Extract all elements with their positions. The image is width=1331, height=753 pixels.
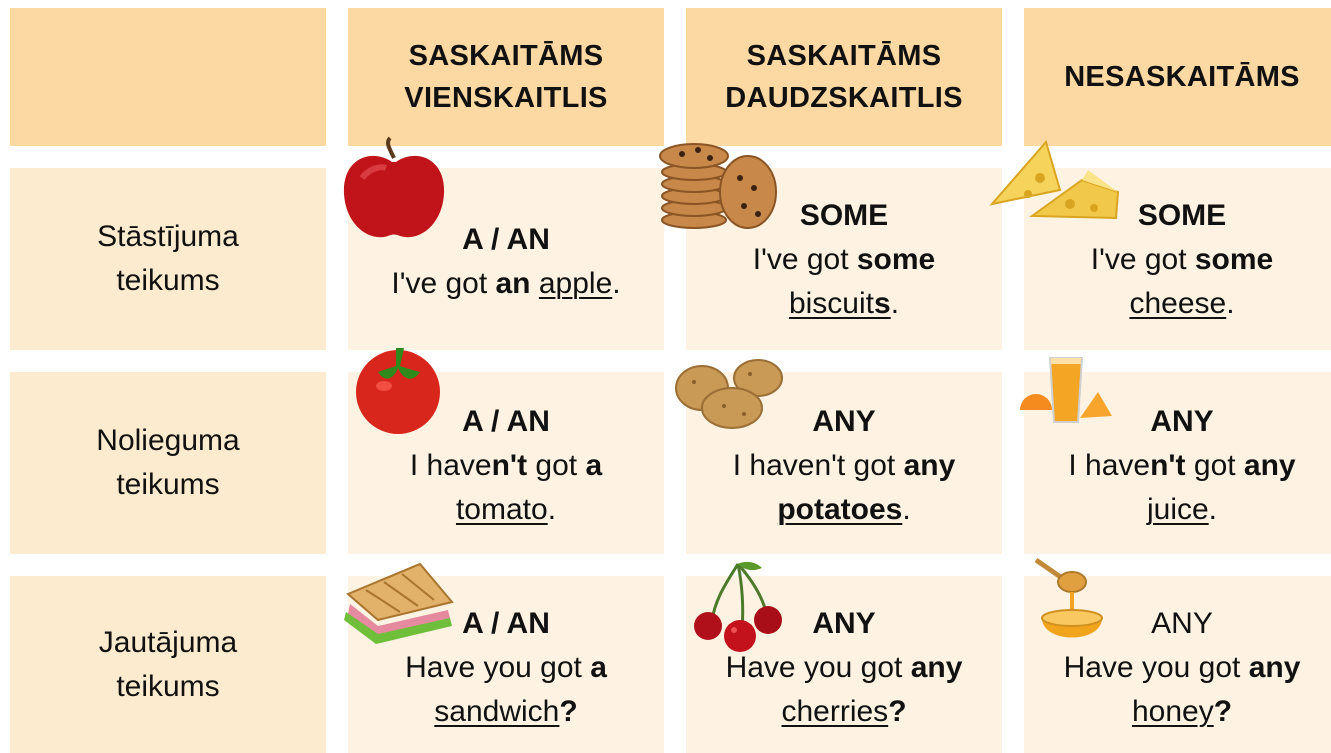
cell-affirmative-singular — [348, 168, 664, 350]
sentence-part: I've got — [391, 267, 496, 300]
sentence-noun: potatoes — [777, 493, 903, 526]
example-sentence-line — [348, 646, 664, 690]
row-label-question — [10, 576, 326, 753]
cell-affirmative-uncountable — [1024, 168, 1331, 350]
keyword: ANY — [1151, 607, 1213, 640]
header-line: NESASKAITĀMS — [1064, 61, 1300, 93]
corner-cell — [10, 8, 326, 146]
row-label-line: Stāstījuma — [97, 220, 239, 253]
header-line: VIENSKAITLIS — [404, 82, 608, 114]
example-sentence-line — [686, 238, 1002, 282]
sentence-keyword: a — [585, 449, 603, 482]
example-sentence-line — [686, 282, 1002, 326]
sentence-keyword: a — [590, 651, 607, 684]
example-sentence-line — [1024, 646, 1331, 690]
header-line: DAUDZSKAITLIS — [725, 82, 963, 114]
cell-affirmative-plural — [686, 168, 1002, 350]
example-sentence-line — [348, 690, 664, 734]
sentence-keyword: some — [856, 243, 936, 276]
example-sentence-line — [348, 444, 664, 488]
sentence-noun: tomato — [455, 493, 548, 526]
example-sentence-line — [686, 690, 1002, 734]
question-mark: ? — [1213, 695, 1233, 728]
sentence-keyword: any — [910, 651, 963, 684]
sentence-part: I've got — [1090, 243, 1195, 276]
sentence-part: got — [527, 449, 586, 482]
negation: n't — [1150, 449, 1186, 482]
header-uncountable — [1024, 8, 1331, 146]
sentence-part: I've got — [752, 243, 857, 276]
sentence-keyword: an — [495, 267, 531, 300]
example-sentence-line — [1024, 444, 1331, 488]
sentence-keyword: any — [1248, 651, 1301, 684]
keyword: ANY — [1150, 405, 1214, 438]
example-sentence-line — [1024, 488, 1331, 532]
sentence-part: . — [902, 493, 911, 526]
example-sentence-line — [686, 646, 1002, 690]
sentence-part: I have — [409, 449, 492, 482]
row-label-line: Jautājuma — [98, 625, 238, 659]
sentence-keyword: some — [1194, 243, 1274, 276]
sentence-noun: cheese — [1129, 287, 1227, 320]
header-line: SASKAITĀMS — [408, 40, 604, 72]
keyword: A / AN — [462, 223, 550, 256]
row-label-negative — [10, 372, 326, 554]
header-countable-plural — [686, 8, 1002, 146]
sentence-keyword: any — [903, 449, 956, 482]
sentence-part: got — [1185, 449, 1244, 482]
row-label-line: teikums — [116, 669, 220, 703]
example-sentence-line — [686, 444, 1002, 488]
cell-question-singular — [348, 576, 664, 753]
sentence-noun: cherries — [781, 695, 889, 728]
question-mark: ? — [559, 695, 578, 728]
cell-negative-plural — [686, 372, 1002, 554]
example-sentence-line — [1024, 690, 1331, 734]
keyword: ANY — [812, 607, 876, 640]
plural-ending: s — [874, 287, 891, 320]
example-sentence-line — [1024, 282, 1331, 326]
keyword: SOME — [1137, 199, 1227, 232]
cell-question-uncountable — [1024, 576, 1331, 753]
sentence-noun: honey — [1131, 695, 1214, 728]
noun-stem: biscuit — [788, 287, 874, 320]
sentence-part: . — [547, 493, 557, 526]
sentence-part: I haven't got — [732, 449, 904, 482]
sentence-part: Have you got — [405, 651, 591, 684]
keyword: ANY — [812, 405, 876, 438]
keyword: SOME — [799, 199, 889, 232]
header-line: SASKAITĀMS — [746, 40, 942, 72]
negation: n't — [491, 449, 528, 482]
example-sentence-line — [686, 488, 1002, 532]
sentence-part: I have — [1068, 449, 1151, 482]
keyword: A / AN — [462, 607, 550, 640]
sentence-part: Have you got — [725, 651, 911, 684]
sentence-part: . — [612, 267, 621, 300]
example-sentence — [348, 262, 664, 306]
sentence-noun: juice — [1146, 493, 1209, 526]
row-label-line: teikums — [116, 468, 220, 501]
sentence-part: . — [1226, 287, 1235, 320]
sentence-part — [531, 267, 539, 300]
row-label-affirmative — [10, 168, 326, 350]
row-label-line: teikums — [116, 264, 220, 297]
cell-question-plural — [686, 576, 1002, 753]
question-mark: ? — [888, 695, 907, 728]
example-sentence-line — [1024, 238, 1331, 282]
keyword: A / AN — [462, 405, 550, 438]
sentence-part: . — [1208, 493, 1218, 526]
sentence-part: Have you got — [1063, 651, 1249, 684]
row-label-line: Nolieguma — [96, 424, 240, 457]
example-sentence-line — [348, 488, 664, 532]
sentence-noun: apple — [538, 267, 613, 300]
sentence-part: . — [890, 287, 900, 320]
header-countable-singular — [348, 8, 664, 146]
sentence-noun — [789, 287, 891, 320]
cell-negative-singular — [348, 372, 664, 554]
cell-negative-uncountable — [1024, 372, 1331, 554]
sentence-noun: sandwich — [434, 695, 560, 728]
sentence-keyword: any — [1243, 449, 1296, 482]
